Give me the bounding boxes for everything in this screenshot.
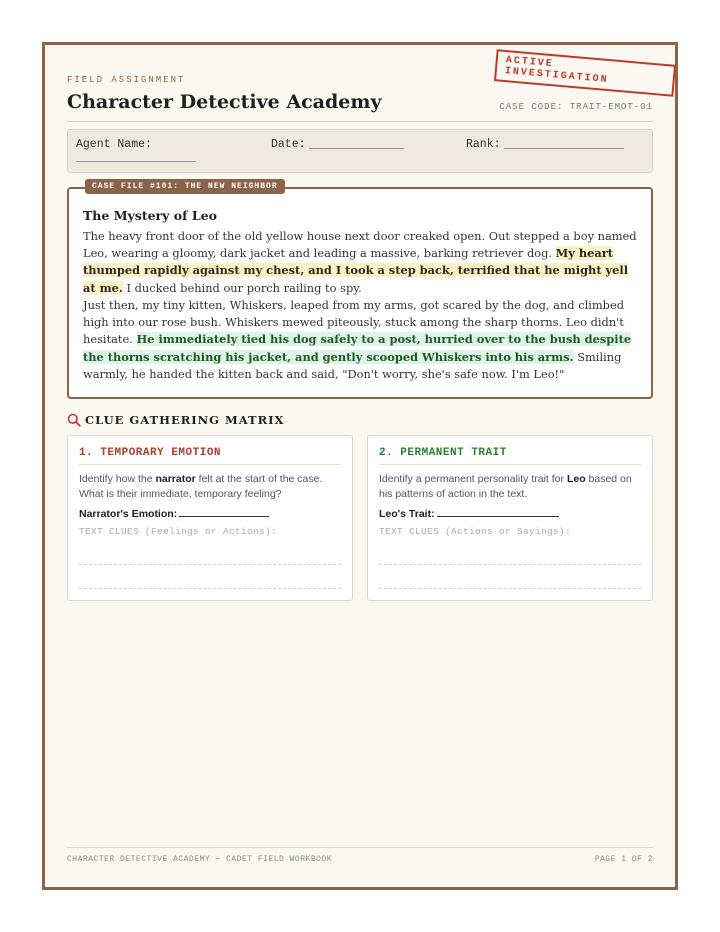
agent-info-box (67, 129, 653, 173)
story-text: Just then, my tiny kitten, Whiskers, leaped from my arms, got scared by the dog, and climbed high into our rose bush. Whiskers mewed piteously, stuck among the sharp thorns. Leo didn't hesitate. (83, 298, 625, 347)
active-investigation-stamp: ACTIVE INVESTIGATION (494, 49, 676, 97)
card-divider (379, 464, 641, 465)
narrator-feeling-highlight: My heart thumped rapidly against my chest, and I took a step back, terrified that he might yell at me. (83, 246, 629, 295)
leo-trait-field[interactable] (379, 508, 559, 520)
desc-text: based on his patterns of action in the text. (379, 473, 632, 500)
desc-text: Identify how the (79, 473, 156, 485)
story-text: Smiling warmly, he handed the kitten back and said, "Don't worry, she's safe now. I'm Leo!" (83, 349, 622, 381)
rank-label: Rank: (466, 138, 501, 151)
card-title: 2. PERMANENT TRAIT (379, 447, 507, 459)
permanent-trait-card (367, 435, 653, 601)
field-label: Leo's Trait: (379, 508, 435, 520)
answer-line[interactable] (437, 516, 559, 517)
case-code: CASE CODE: TRAIT-EMOT-01 (499, 102, 653, 112)
leo-action-highlight: He immediately tied his dog safely to a post, hurried over to the bush despite the thorns scratching his jacket, and gently scooped Whiskers into his arms. (83, 332, 632, 364)
card-title: 1. TEMPORARY EMOTION (79, 447, 222, 459)
header-divider (67, 121, 653, 122)
text-clues-hint: TEXT CLUES (Actions or Sayings): (379, 526, 572, 537)
clue-line-1[interactable] (379, 564, 641, 565)
desc-text: Identify a permanent personality trait for (379, 473, 567, 485)
page-number: PAGE 1 OF 2 (594, 855, 653, 864)
card-description (79, 472, 341, 502)
story-paragraph-2 (83, 297, 639, 383)
footer-workbook-title: CHARACTER DETECTIVE ACADEMY — CADET FIELD WORKBOOK (67, 855, 333, 864)
card-description (379, 472, 641, 502)
temporary-emotion-card (67, 435, 353, 601)
clue-line-2[interactable] (79, 588, 341, 589)
narrator-emotion-field[interactable] (79, 508, 269, 520)
answer-line[interactable] (179, 516, 269, 517)
desc-bold: Leo (566, 473, 586, 485)
desc-bold: narrator (155, 473, 196, 485)
footer-divider (67, 847, 653, 848)
page-title: Character Detective Academy (67, 91, 382, 113)
clue-line-1[interactable] (79, 564, 341, 565)
agent-name-label: Agent Name: (76, 138, 152, 151)
case-file-box (67, 182, 653, 399)
card-divider (79, 464, 341, 465)
agent-name-field[interactable] (76, 161, 196, 162)
clue-matrix-header (67, 413, 284, 427)
clue-line-2[interactable] (379, 588, 641, 589)
date-label: Date: (271, 138, 306, 151)
workbook-page (42, 42, 678, 890)
field-label: Narrator's Emotion: (79, 508, 178, 520)
date-field[interactable] (309, 148, 404, 149)
magnifying-glass-icon (67, 413, 81, 427)
desc-text: felt at the start of the case. What is their immediate, temporary feeling? (79, 473, 323, 500)
story-text: I ducked behind our porch railing to spy. (122, 280, 362, 295)
case-file-tab: CASE FILE #101: THE NEW NEIGHBOR (85, 179, 285, 194)
story-title: The Mystery of Leo (83, 208, 217, 223)
text-clues-hint: TEXT CLUES (Feelings or Actions): (79, 526, 278, 537)
story-text: The heavy front door of the old yellow house next door creaked open. Out stepped a boy named Leo, wearing a gloomy, dark jacket and leading a massive, barking retriever dog. (83, 229, 637, 261)
eyebrow-label: FIELD ASSIGNMENT (67, 75, 186, 85)
story-paragraph-1 (83, 228, 639, 297)
clue-matrix-title: CLUE GATHERING MATRIX (85, 413, 285, 427)
rank-field[interactable] (504, 148, 624, 149)
